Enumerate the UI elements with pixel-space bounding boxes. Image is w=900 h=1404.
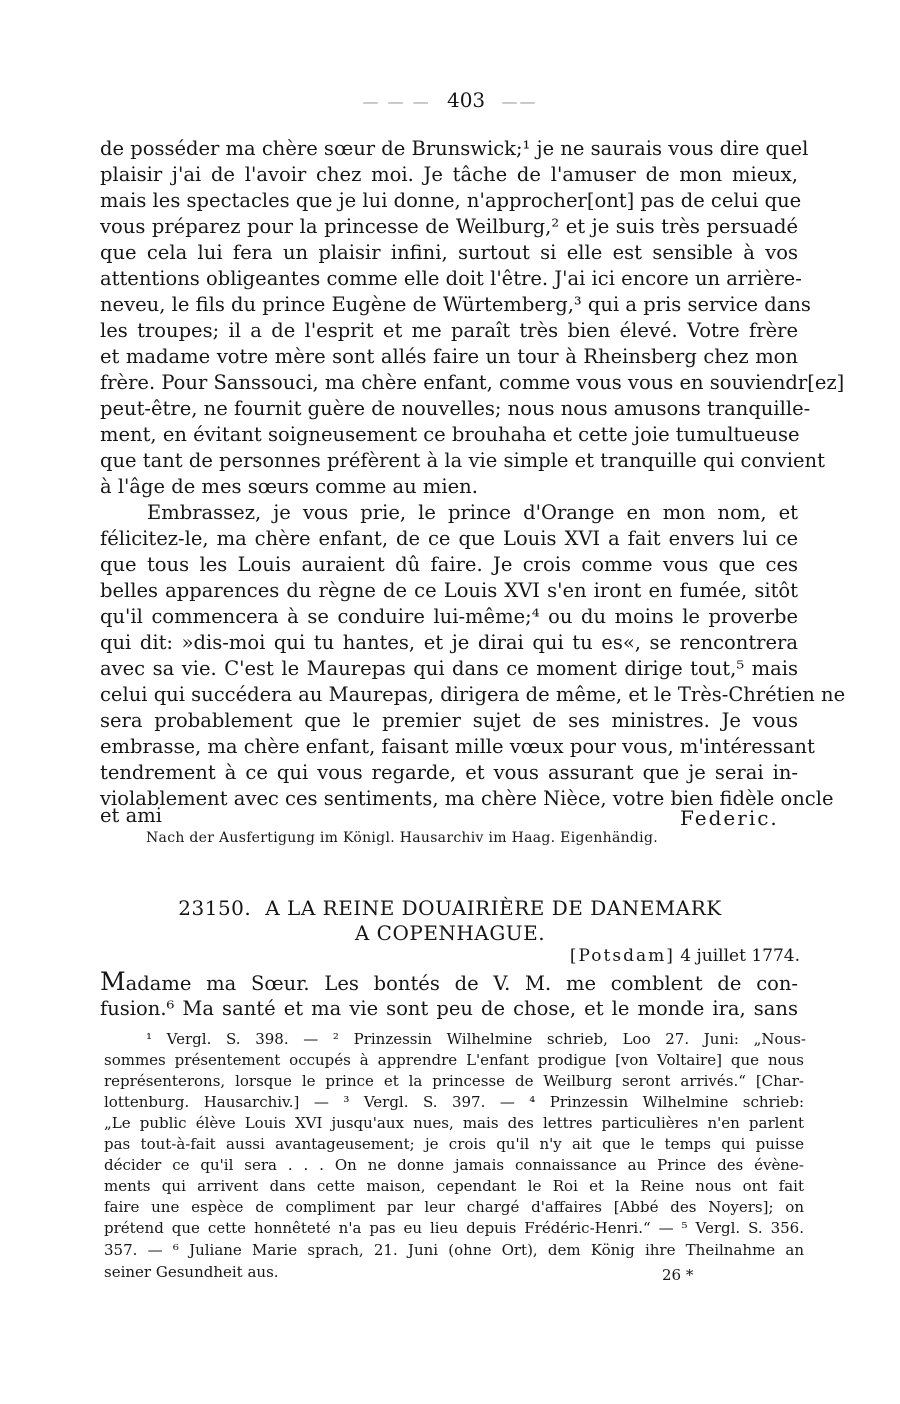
letter2-heading-place: A COPENHAGUE. bbox=[354, 921, 546, 945]
letter1-line: de posséder ma chère sœur de Brunswick;¹ je ne saurais vous dire quel bbox=[100, 137, 809, 160]
footnote-line: sommes présentement occupés à apprendre L'enfant prodigue [von Voltaire] que nous bbox=[104, 1051, 804, 1069]
page-number: 403 bbox=[446, 88, 486, 112]
letter1-line: tendrement à ce qui vous regarde, et vous assurant que je serai in- bbox=[100, 761, 798, 784]
letter1-line: que tant de personnes préfèrent à la vie simple et tranquille qui convient bbox=[100, 449, 825, 472]
footnote-line: faire une espèce de compliment par leur chargé d'affaires [Abbé des Noyers]; on bbox=[104, 1198, 804, 1216]
letter2-dateline bbox=[570, 946, 800, 966]
letter1-line: peut-être, ne fournit guère de nouvelles; nous nous amusons tranquille- bbox=[100, 397, 811, 420]
footnote-line: prétend que cette honnêteté n'a pas eu lieu depuis Frédéric-Henri.“ — ⁵ Vergl. S. 356. bbox=[104, 1219, 804, 1237]
letter1-line: et madame votre mère sont allés faire un tour à Rheinsberg chez mon bbox=[100, 345, 798, 368]
footnote-line: représenterons, lorsque le prince et la princesse de Weilburg seront arrivés.“ [Char- bbox=[104, 1072, 804, 1090]
page-header bbox=[0, 88, 900, 112]
letter1-line: embrasse, ma chère enfant, faisant mille vœux pour vous, m'intéressant bbox=[100, 735, 815, 758]
footnote-line: ments qui arrivent dans cette maison, cependant le Roi et la Reine nous ont fait bbox=[104, 1177, 804, 1195]
letter2-first-line bbox=[100, 969, 798, 997]
letter2-line-text: adame ma Sœur. Les bontés de V. M. me comblent de con- bbox=[125, 972, 798, 995]
footnote-line: pas tout-à-fait aussi avantageusement; je crois qu'il n'y ait que le temps qui puisse bbox=[104, 1135, 804, 1153]
letter1-line: avec sa vie. C'est le Maurepas qui dans ce moment dirige tout,⁵ mais bbox=[100, 657, 798, 680]
letter1-line: belles apparences du règne de ce Louis XVI s'en iront en fumée, sitôt bbox=[100, 579, 798, 602]
header-rule-right: —— bbox=[501, 92, 538, 111]
letter2-initial: M bbox=[100, 967, 126, 996]
footnote-line: 357. — ⁶ Juliane Marie sprach, 21. Juni (ohne Ort), dem König ihre Theilnahme an bbox=[104, 1241, 804, 1259]
letter1-line: attentions obligeantes comme elle doit l'être. J'ai ici encore un arrière- bbox=[100, 267, 802, 290]
letter1-line: neveu, le fils du prince Eugène de Würtemberg,³ qui a pris service dans bbox=[100, 293, 811, 316]
letter1-line: que tous les Louis auraient dû faire. Je crois comme vous que ces bbox=[100, 553, 798, 576]
letter2-date: 4 juillet 1774. bbox=[680, 946, 800, 966]
letter1-paragraph-start: Embrassez, je vous prie, le prince d'Orange en mon nom, et bbox=[147, 501, 798, 524]
footnote-line: décider ce qu'il sera . . . On ne donne jamais connaissance au Prince des évène- bbox=[104, 1156, 804, 1174]
footnote-line: ¹ Vergl. S. 398. — ² Prinzessin Wilhelmine schrieb, Loo 27. Juni: „Nous- bbox=[146, 1030, 806, 1048]
letter1-line: frère. Pour Sanssouci, ma chère enfant, comme vous vous en souviendr[ez] bbox=[100, 371, 845, 394]
footnote-line: seiner Gesundheit aus. bbox=[104, 1263, 279, 1281]
letter2-date-place: [Potsdam] bbox=[569, 946, 675, 966]
letter1-line: plaisir j'ai de l'avoir chez moi. Je tâche de l'amuser de mon mieux, bbox=[100, 163, 798, 186]
letter1-line: ment, en évitant soigneusement ce brouhaha et cette joie tumultueuse bbox=[100, 423, 800, 446]
sheet-signature: 26 * bbox=[662, 1266, 694, 1284]
letter1-source-note: Nach der Ausfertigung im Königl. Hausarchiv im Haag. Eigenhändig. bbox=[146, 830, 658, 846]
letter1-line: à l'âge de mes sœurs comme au mien. bbox=[100, 475, 478, 498]
letter1-line: les troupes; il a de l'esprit et me paraît très bien élevé. Votre frère bbox=[100, 319, 798, 342]
letter1-signature: Federic. bbox=[680, 806, 779, 830]
footnote-line: „Le public élève Louis XVI jusqu'aux nues, mais des lettres particulières n'en parlent bbox=[104, 1114, 804, 1132]
header-rule-left: — — — bbox=[362, 92, 431, 111]
letter1-line: félicitez-le, ma chère enfant, de ce que Louis XVI a fait envers lui ce bbox=[100, 527, 798, 550]
letter1-line: vous préparez pour la princesse de Weilburg,² et je suis très persuadé bbox=[100, 215, 798, 238]
footnote-line: lottenburg. Hausarchiv.] — ³ Vergl. S. 397. — ⁴ Prinzessin Wilhelmine schrieb: bbox=[104, 1093, 804, 1111]
letter1-line: qui dit: »dis-moi qui tu hantes, et je dirai qui tu es«, se rencontrera bbox=[100, 631, 798, 654]
letter1-line: que cela lui fera un plaisir infini, surtout si elle est sensible à vos bbox=[100, 241, 798, 264]
letter1-line: et ami bbox=[100, 804, 162, 827]
letter1-line: sera probablement que le premier sujet de ses ministres. Je vous bbox=[100, 709, 798, 732]
letter2-heading bbox=[100, 896, 800, 920]
letter1-line: celui qui succédera au Maurepas, dirigera de même, et le Très-Chrétien ne bbox=[100, 683, 846, 706]
letter1-line: mais les spectacles que je lui donne, n'approcher[ont] pas de celui que bbox=[100, 189, 802, 212]
letter1-line: violablement avec ces sentiments, ma chère Nièce, votre bien fidèle oncle bbox=[100, 787, 834, 810]
letter2-addressee: A LA REINE DOUAIRIÈRE DE DANEMARK bbox=[265, 896, 722, 920]
letter2-line: fusion.⁶ Ma santé et ma vie sont peu de chose, et le monde ira, sans bbox=[100, 997, 798, 1020]
letter1-line: qu'il commencera à se conduire lui-même;⁴ ou du moins le proverbe bbox=[100, 605, 798, 628]
letter2-number: 23150. bbox=[178, 896, 252, 920]
